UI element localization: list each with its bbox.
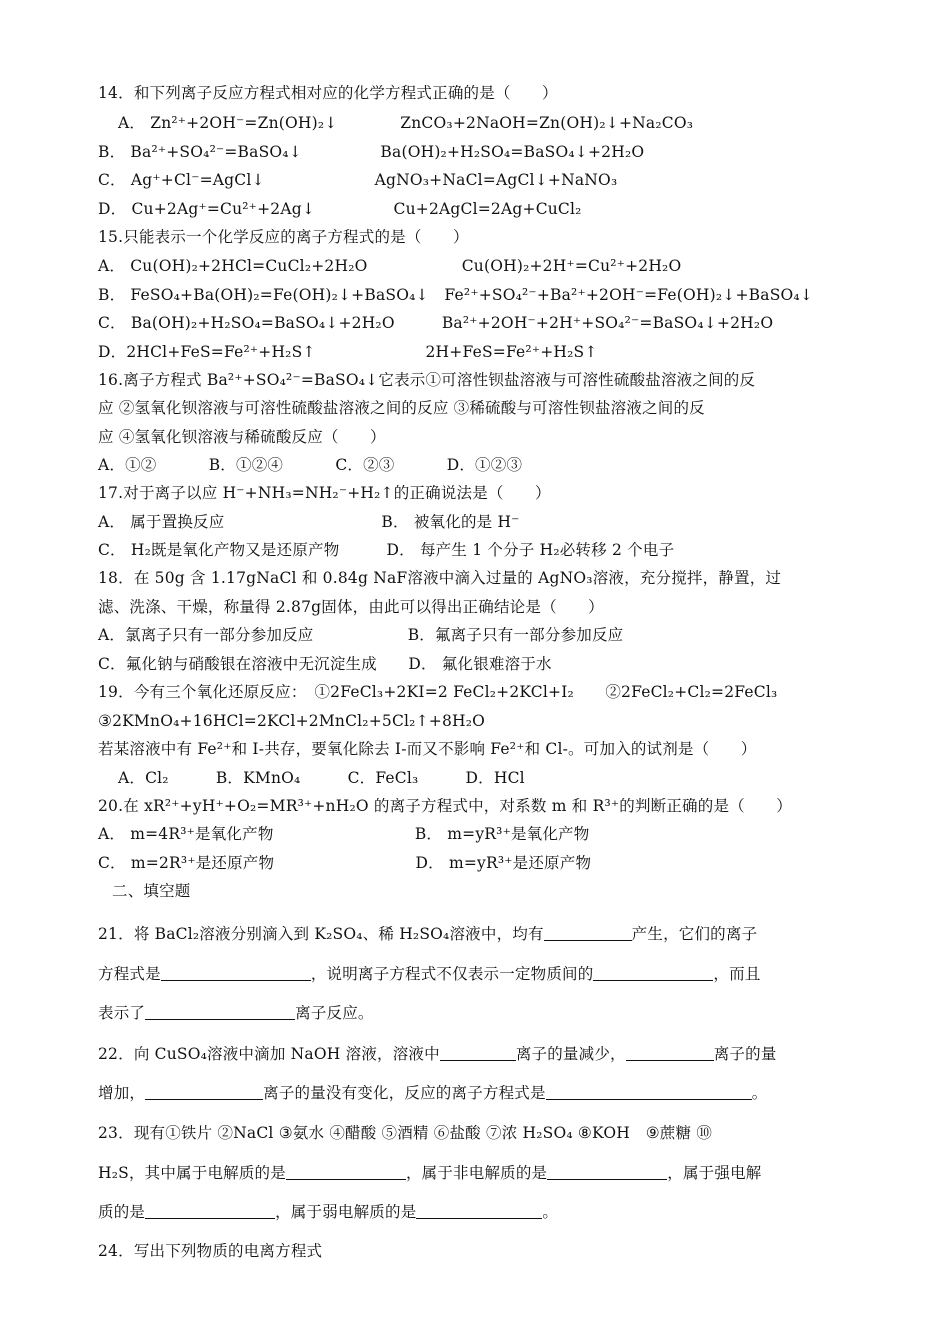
section-heading-fill-in: 二、填空题 [112,882,191,900]
answer-blank[interactable] [416,1200,542,1219]
question-14-option-c: C． Ag⁺+Cl⁻=AgCl↓ AgNO₃+NaCl=AgCl↓+NaNO₃ [98,171,618,189]
question-22-line-1: 22．向 CuSO₄溶液中滴加 NaOH 溶液，溶液中 离子的量减少， 离子的量 [98,1042,910,1065]
answer-blank[interactable] [161,962,311,981]
answer-blank[interactable] [626,1042,714,1061]
question-23-line-1: 23．现有①铁片 ②NaCl ③氨水 ④醋酸 ⑤酒精 ⑥盐酸 ⑦浓 H₂SO₄ ⑧KOH ⑨蔗糖 ⑩ [98,1124,713,1142]
question-15-option-d: D．2HCl+FeS=Fe²⁺+H₂S↑ 2H+FeS=Fe²⁺+H₂S↑ [98,343,598,361]
question-14-option-b: B． Ba²⁺+SO₄²⁻=BaSO₄↓ Ba(OH)₂+H₂SO₄=BaSO₄↓+2H₂O [98,143,645,161]
question-17-options-cd: C． H₂既是氧化产物又是还原产物 D． 每产生 1 个分子 H₂必转移 2 个电子 [98,541,675,559]
question-19-stem-line-3: 若某溶液中有 Fe²⁺和 I-共存，要氧化除去 I-而又不影响 Fe²⁺和 Cl-。可加入的试剂是（ ） [98,740,757,758]
question-14-stem: 14．和下列离子反应方程式相对应的化学方程式正确的是（ ） [98,84,558,102]
question-20-stem: 20.在 xR²⁺+yH⁺+O₂=MR³⁺+nH₂O 的离子方程式中，对系数 m 和 R³⁺的判断正确的是（ ） [98,797,792,815]
question-19-options: A．Cl₂ B．KMnO₄ C．FeCl₃ D．HCl [118,769,525,787]
question-23-line-3: 质的是 ，属于弱电解质的是 。 [98,1200,910,1223]
question-21-line-3: 表示了 离子反应。 [98,1001,910,1024]
question-20-options-cd: C． m=2R³⁺是还原产物 D． m=yR³⁺是还原产物 [98,854,592,872]
question-15-option-b: B． FeSO₄+Ba(OH)₂=Fe(OH)₂↓+BaSO₄↓ Fe²⁺+SO₄²⁻+Ba²⁺+2OH⁻=Fe(OH)₂↓+BaSO₄↓ [98,286,814,304]
answer-blank[interactable] [145,1081,263,1100]
question-14-option-d: D． Cu+2Ag⁺=Cu²⁺+2Ag↓ Cu+2AgCl=2Ag+CuCl₂ [98,200,582,218]
question-16-stem-line-3: 应 ④氢氧化钡溶液与稀硫酸反应（ ） [98,428,386,446]
question-17-stem: 17.对于离子以应 H⁻+NH₃=NH₂⁻+H₂↑的正确说法是（ ） [98,484,551,502]
question-17-options-ab: A． 属于置换反应 B． 被氧化的是 H⁻ [98,513,520,531]
question-18-options-ab: A．氯离子只有一部分参加反应 B．氟离子只有一部分参加反应 [98,626,624,644]
answer-blank[interactable] [440,1042,516,1061]
question-19-stem-line-2: ③2KMnO₄+16HCl=2KCl+2MnCl₂+5Cl₂↑+8H₂O [98,712,486,730]
question-18-options-cd: C．氟化钠与硝酸银在溶液中无沉淀生成 D． 氟化银难溶于水 [98,655,552,673]
answer-blank[interactable] [547,1161,667,1180]
question-15-option-c: C． Ba(OH)₂+H₂SO₄=BaSO₄↓+2H₂O Ba²⁺+2OH⁻+2H⁺+SO₄²⁻=BaSO₄↓+2H₂O [98,314,774,332]
answer-blank[interactable] [546,1081,752,1100]
answer-blank[interactable] [544,922,632,941]
question-16-stem-line-1: 16.离子方程式 Ba²⁺+SO₄²⁻=BaSO₄↓它表示①可溶性钡盐溶液与可溶性硫酸盐溶液之间的反 [98,371,756,389]
question-18-stem-line-2: 滤、洗涤、干燥，称量得 2.87g固体，由此可以得出正确结论是（ ） [98,598,604,616]
question-19-stem-line-1: 19．今有三个氧化还原反应： ①2FeCl₃+2KI=2 FeCl₂+2KCl+I₂ ②2FeCl₂+Cl₂=2FeCl₃ [98,683,778,701]
question-23-line-2: H₂S，其中属于电解质的是 ，属于非电解质的是 ，属于强电解 [98,1161,910,1184]
question-20-options-ab: A． m=4R³⁺是氧化产物 B． m=yR³⁺是氧化产物 [98,825,590,843]
question-18-stem-line-1: 18．在 50g 含 1.17gNaCl 和 0.84g NaF溶液中滴入过量的 AgNO₃溶液，充分搅拌，静置，过 [98,569,782,587]
question-21-line-2: 方程式是 ，说明离子方程式不仅表示一定物质间的 ，而且 [98,962,910,985]
question-15-stem: 15.只能表示一个化学反应的离子方程式的是（ ） [98,228,469,246]
question-22-line-2: 增加， 离子的量没有变化，反应的离子方程式是 。 [98,1081,910,1104]
answer-blank[interactable] [286,1161,406,1180]
question-15-option-a: A． Cu(OH)₂+2HCl=CuCl₂+2H₂O Cu(OH)₂+2H⁺=Cu²⁺+2H₂O [98,257,682,275]
question-14-option-a: A． Zn²⁺+2OH⁻=Zn(OH)₂↓ ZnCO₃+2NaOH=Zn(OH)₂↓+Na₂CO₃ [118,114,694,132]
question-16-stem-line-2: 应 ②氢氧化钡溶液与可溶性硫酸盐溶液之间的反应 ③稀硫酸与可溶性钡盐溶液之间的反 [98,399,705,417]
answer-blank[interactable] [145,1200,275,1219]
answer-blank[interactable] [593,962,713,981]
answer-blank[interactable] [145,1001,295,1020]
question-24-stem: 24．写出下列物质的电离方程式 [98,1242,323,1260]
question-21-line-1: 21．将 BaCl₂溶液分别滴入到 K₂SO₄、稀 H₂SO₄溶液中，均有 产生，它们的离子 [98,922,910,945]
question-16-options: A．①② B．①②④ C．②③ D．①②③ [98,456,523,474]
